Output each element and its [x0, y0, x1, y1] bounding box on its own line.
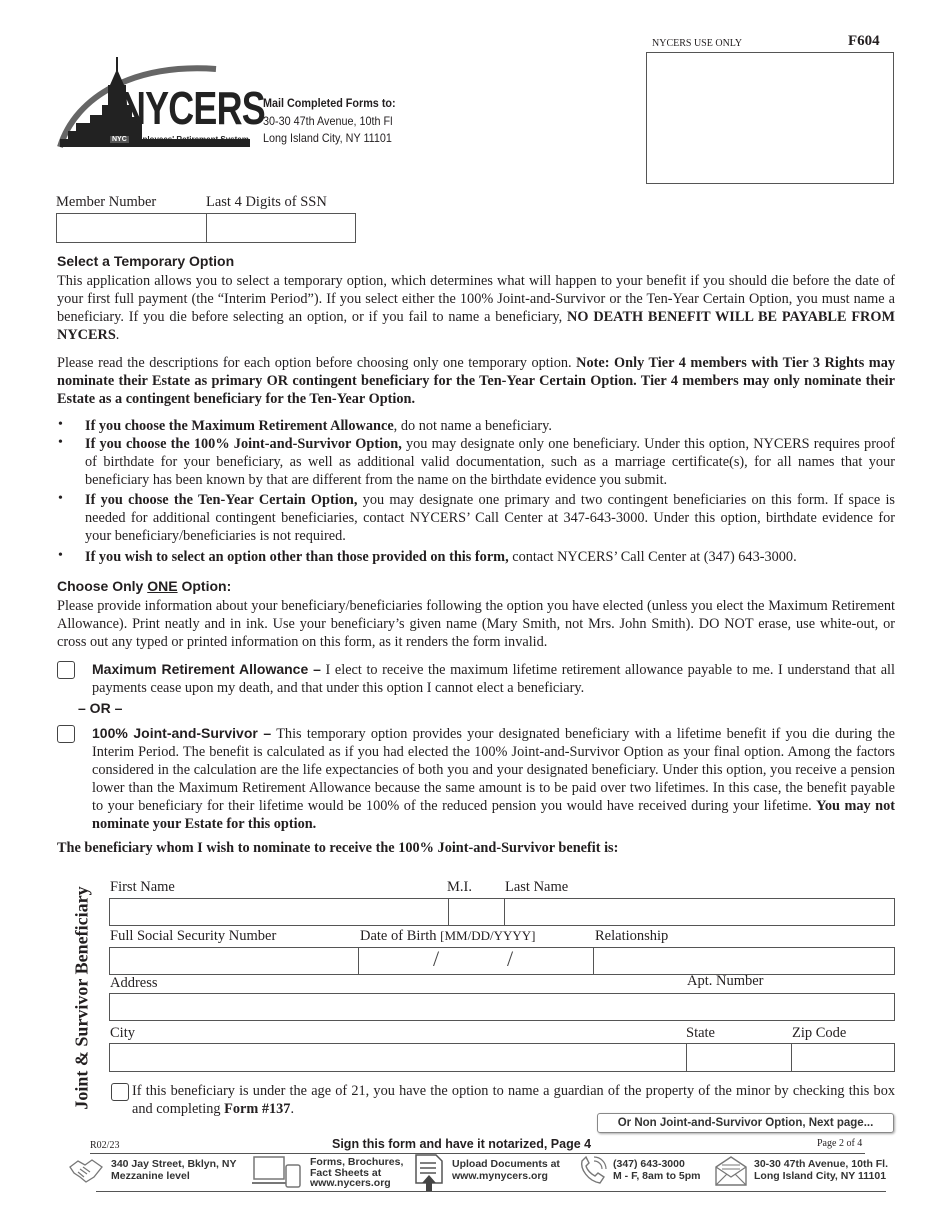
bullet-other-option: [85, 548, 895, 566]
zip-field[interactable]: [791, 1044, 894, 1071]
city-row: [109, 1043, 895, 1072]
intro-paragraph: [57, 272, 895, 344]
upload-document-icon: [414, 1153, 446, 1196]
handshake-icon: [68, 1155, 104, 1190]
member-number-field[interactable]: [57, 214, 206, 242]
mail-address-line1: 30-30 47th Avenue, 10th Fl: [263, 114, 393, 128]
footer-text: www.nycers.org: [310, 1177, 391, 1189]
ssn-dob-row: [109, 947, 895, 975]
ssn-last4-field[interactable]: [206, 214, 355, 242]
bullet-bold: If you wish to select an option other than those provided on this form,: [85, 549, 509, 565]
address-label: Address: [110, 975, 158, 991]
relationship-label: Relationship: [595, 928, 669, 944]
guardian-checkbox[interactable]: [111, 1083, 129, 1101]
phone-icon: [576, 1155, 608, 1192]
guardian-period: .: [290, 1101, 295, 1117]
footer-phone: [613, 1158, 701, 1182]
nycers-logo: [56, 55, 265, 153]
joint-survivor-text: This temporary option provides your designated beneficiary with a lifetime benefit if you die during the Interim Period. The benefit is calculated as if you had elected the 100% Joint-and-Survivor Option as your final option. Among the factors considered in the calculation are the life expectancies of both you and your designated beneficiary. Under this option, you receive a pension lower than the Maximum Retirement Allowance because the same amount is to be paid over two lifetimes. In this case, the benefit payable to your beneficiary for their lifetime would be 100% of the reduced pension you would have received during your lifetime.: [92, 726, 896, 814]
footer-text: M - F, 8am to 5pm: [613, 1170, 701, 1182]
footer-text: Upload Documents at: [452, 1158, 560, 1170]
title-underlined: ONE: [147, 578, 178, 594]
note-intro: Please read the descriptions for each option before choosing only one temporary option.: [57, 355, 577, 371]
name-row: [109, 898, 895, 926]
joint-survivor-checkbox[interactable]: [57, 725, 75, 743]
mi-field[interactable]: [448, 899, 504, 925]
title-part: Choose Only: [57, 578, 148, 594]
section-title-temporary-option: Select a Temporary Option: [57, 253, 235, 269]
intro-period: .: [115, 327, 120, 343]
form-137-reference: Form #137: [224, 1101, 291, 1117]
bullet-mark: •: [58, 435, 63, 450]
footer-mail: [754, 1158, 888, 1182]
bullet-text: contact NYCERS’ Call Center at (347) 643-3000.: [508, 549, 797, 565]
logo-nyc-badge: NYC: [112, 136, 127, 143]
full-ssn-field[interactable]: [110, 948, 358, 974]
bullet-mark: •: [58, 417, 63, 432]
footer-forms: [310, 1157, 403, 1189]
mail-icon: [714, 1155, 748, 1192]
last-name-field[interactable]: [504, 899, 894, 925]
footer-text: (347) 643-3000: [613, 1158, 685, 1170]
sign-notice: Sign this form and have it notarized, Page 4: [332, 1137, 592, 1151]
last-name-label: Last Name: [505, 879, 569, 895]
choose-instructions: Please provide information about your beneficiary/beneficiaries following the option you have elected (unless you elect the Maximum Retirement Allowance). Print neatly and in ink. Use your beneficiary’s given name (Mary Smith, not Mrs. John Smith). DO NOT erase, use white-out, or cross out any typed or printed information on this form, as it renders the form invalid.: [57, 598, 895, 650]
address-row: [109, 993, 895, 1021]
note-estate: Note: Only Tier 4 members with Tier 3 Rights may nominate their Estate as primary OR contingent beneficiary for the Ten-Year Certain Option. Tier 4 members may only nominate their Estate as a contingent beneficiary for the Ten-Year Option.: [57, 355, 895, 407]
address-field[interactable]: [110, 994, 894, 1020]
max-allowance-title: Maximum Retirement Allowance –: [92, 661, 321, 677]
bullet-bold: If you choose the Maximum Retirement Allowance: [85, 418, 394, 434]
section-title-choose-one: [57, 578, 231, 594]
relationship-field[interactable]: [593, 948, 894, 974]
max-allowance-option: [92, 660, 895, 697]
nycers-use-only-box: [646, 52, 894, 184]
bullet-text: , do not name a beneficiary.: [393, 418, 552, 434]
bullet-bold: If you choose the Ten-Year Certain Option,: [85, 492, 358, 508]
page-number: Page 2 of 4: [817, 1138, 863, 1149]
apt-label: Apt. Number: [687, 973, 764, 989]
bullet-mark: •: [58, 548, 63, 563]
mi-label: M.I.: [447, 879, 472, 895]
bullet-max-allowance: [85, 417, 895, 435]
max-allowance-checkbox[interactable]: [57, 661, 75, 679]
footer-text: 30-30 47th Avenue, 10th Fl.: [754, 1158, 889, 1170]
joint-survivor-option: [92, 724, 895, 833]
dob-label: [360, 928, 535, 945]
city-field[interactable]: [110, 1044, 686, 1071]
nominate-heading: The beneficiary whom I wish to nominate to receive the 100% Joint-and-Survivor benefit is:: [57, 840, 619, 856]
footer-location: [111, 1158, 236, 1182]
zip-label: Zip Code: [792, 1025, 847, 1041]
devices-icon: [252, 1155, 304, 1194]
or-divider: – OR –: [78, 700, 123, 716]
bullet-mark: •: [58, 491, 63, 506]
state-field[interactable]: [686, 1044, 791, 1071]
form-number: F604: [848, 33, 880, 49]
bullet-text: you may designate only one beneficiary. Under this option, NYCERS requires proof of birthdate for your beneficiary, as well as additional valid documentation, such as a marriage certificate(s), for all names that your beneficiary has been known by that are different from the name on the birthdate evidence you submit.: [85, 436, 896, 488]
bullet-joint-survivor: [85, 435, 895, 489]
logo-wordmark: NYCERS: [120, 82, 265, 134]
footer-text: Forms, Brochures,: [310, 1156, 404, 1168]
max-allowance-text: I elect to receive the maximum lifetime retirement allowance payable to me. I understand that all payments cease upon my death, and that under this option I cannot elect a beneficiary.: [92, 662, 895, 696]
bullet-text: you may designate one primary and two contingent beneficiaries on this form. If space is needed for additional contingent beneficiaries, contact NYCERS’ Call Center at 347-643-3000. Under this option, birthdate evidence for your beneficiary/beneficiaries is not required.: [85, 492, 895, 544]
footer-text: 340 Jay Street, Bklyn, NY: [111, 1158, 237, 1170]
first-name-label: First Name: [110, 879, 175, 895]
first-name-field[interactable]: [110, 899, 448, 925]
member-number-row: [56, 213, 356, 243]
mail-address-line2: Long Island City, NY 11101: [263, 131, 392, 145]
logo-subtitle: Employees' Retirement System: [130, 135, 249, 144]
dob-slash: /: [507, 946, 514, 971]
mail-heading: Mail Completed Forms to:: [263, 96, 396, 110]
footer-text: Fact Sheets at: [310, 1166, 382, 1179]
city-label: City: [110, 1025, 135, 1041]
joint-survivor-estate-note: You may not nominate your Estate for this option.: [92, 798, 895, 832]
ssn-last4-label: Last 4 Digits of SSN: [206, 194, 327, 210]
footer-rule: [96, 1191, 886, 1192]
dob-format: [MM/DD/YYYY]: [440, 928, 536, 943]
dob-label-text: Date of Birth: [360, 928, 437, 944]
beneficiary-side-label: Joint & Survivor Beneficiary: [71, 886, 92, 1110]
intro-text: This application allows you to select a temporary option, which determines what will happen to your benefit if you should die before the date of your first full payment (the “Interim Period”). If you select either the 100% Joint-and-Survivor or the Ten-Year Certain Option, you must name a beneficiary. If you die before selecting an option, or if you fail to name a beneficiary,: [57, 273, 895, 325]
guardian-text-main: If this beneficiary is under the age of 21, you have the option to name a guardian of the property of the minor by checking this box and completing: [132, 1083, 895, 1117]
no-death-benefit-warning: NO DEATH BENEFIT WILL BE PAYABLE FROM NYCERS: [57, 309, 895, 343]
footer-text: Long Island City, NY 11101: [754, 1170, 887, 1182]
dob-field[interactable]: [358, 948, 593, 974]
bullet-bold: If you choose the 100% Joint-and-Survivor Option,: [85, 436, 402, 452]
state-label: State: [686, 1025, 715, 1041]
revision-code: R02/23: [90, 1140, 120, 1151]
note-paragraph: [57, 354, 895, 408]
joint-survivor-title: 100% Joint-and-Survivor –: [92, 725, 272, 741]
member-number-label: Member Number: [56, 194, 157, 210]
footer-rule: [90, 1153, 865, 1154]
full-ssn-label: Full Social Security Number: [110, 928, 277, 944]
nycers-use-only-label: NYCERS USE ONLY: [652, 38, 743, 49]
footer-upload: [452, 1158, 560, 1182]
footer-text: Mezzanine level: [111, 1170, 190, 1182]
title-part: Option:: [177, 578, 232, 594]
footer-text: www.mynycers.org: [452, 1170, 548, 1182]
dob-slash: /: [433, 946, 440, 971]
bullet-ten-year: [85, 491, 895, 545]
next-page-notice: Or Non Joint-and-Survivor Option, Next page...: [597, 1113, 894, 1133]
